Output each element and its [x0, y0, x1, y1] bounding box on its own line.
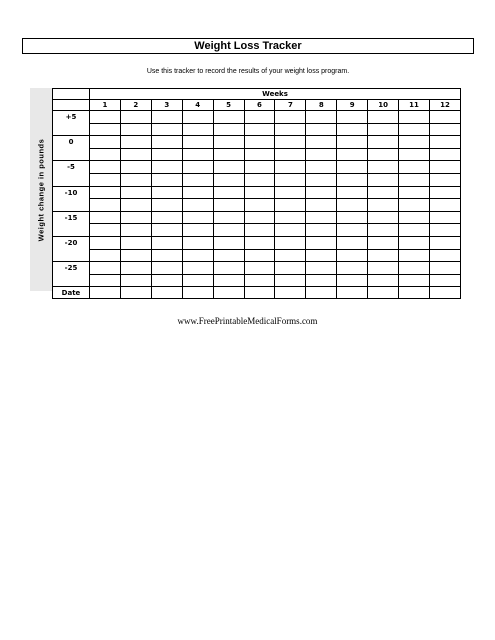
entry-cell[interactable] — [244, 224, 275, 237]
entry-cell[interactable] — [90, 236, 121, 249]
entry-cell[interactable] — [244, 123, 275, 136]
entry-cell[interactable] — [368, 224, 399, 237]
entry-cell[interactable] — [275, 186, 306, 199]
table-row — [53, 262, 461, 275]
entry-cell[interactable] — [275, 161, 306, 174]
table-row — [53, 249, 461, 262]
entry-cell[interactable] — [275, 173, 306, 186]
entry-cell[interactable] — [337, 224, 368, 237]
row-label: -15 — [53, 211, 90, 224]
entry-cell[interactable] — [244, 111, 275, 124]
entry-cell[interactable] — [337, 111, 368, 124]
entry-cell[interactable] — [337, 148, 368, 161]
entry-cell[interactable] — [429, 186, 460, 199]
entry-cell[interactable] — [213, 161, 244, 174]
entry-cell[interactable] — [151, 186, 182, 199]
row-label: 0 — [53, 136, 90, 149]
entry-cell[interactable] — [429, 274, 460, 287]
entry-cell[interactable] — [90, 136, 121, 149]
entry-cell[interactable] — [120, 211, 151, 224]
entry-cell[interactable] — [337, 199, 368, 212]
entry-cell[interactable] — [429, 136, 460, 149]
week-numbers-row — [53, 100, 461, 111]
entry-cell[interactable] — [275, 274, 306, 287]
entry-cell[interactable] — [151, 262, 182, 275]
entry-cell[interactable] — [244, 249, 275, 262]
entry-cell[interactable] — [429, 161, 460, 174]
entry-cell[interactable] — [90, 161, 121, 174]
entry-cell[interactable] — [306, 161, 337, 174]
entry-cell[interactable] — [244, 211, 275, 224]
row-label-spacer — [53, 199, 90, 212]
entry-cell[interactable] — [275, 211, 306, 224]
entry-cell[interactable] — [244, 199, 275, 212]
entry-cell[interactable] — [213, 123, 244, 136]
table-row — [53, 224, 461, 237]
entry-cell[interactable] — [151, 274, 182, 287]
row-label: -25 — [53, 262, 90, 275]
entry-cell[interactable] — [368, 161, 399, 174]
week-number: 4 — [182, 100, 213, 111]
entry-cell[interactable] — [399, 274, 430, 287]
weeks-header: Weeks — [90, 89, 461, 100]
date-cell[interactable] — [90, 287, 121, 299]
entry-cell[interactable] — [151, 136, 182, 149]
row-label-spacer — [53, 148, 90, 161]
entry-cell[interactable] — [368, 186, 399, 199]
entry-cell[interactable] — [244, 161, 275, 174]
entry-cell[interactable] — [337, 173, 368, 186]
entry-cell[interactable] — [90, 274, 121, 287]
week-number: 6 — [244, 100, 275, 111]
entry-cell[interactable] — [429, 199, 460, 212]
entry-cell[interactable] — [399, 148, 430, 161]
row-label-spacer — [53, 123, 90, 136]
entry-cell[interactable] — [90, 249, 121, 262]
date-cell[interactable] — [429, 287, 460, 299]
entry-cell[interactable] — [151, 148, 182, 161]
entry-cell[interactable] — [213, 249, 244, 262]
table-row — [53, 274, 461, 287]
entry-cell[interactable] — [306, 224, 337, 237]
entry-cell[interactable] — [306, 211, 337, 224]
entry-cell[interactable] — [368, 236, 399, 249]
date-cell[interactable] — [151, 287, 182, 299]
row-label: -5 — [53, 161, 90, 174]
entry-cell[interactable] — [120, 173, 151, 186]
date-cell[interactable] — [337, 287, 368, 299]
entry-cell[interactable] — [399, 173, 430, 186]
entry-cell[interactable] — [306, 186, 337, 199]
form-title: Weight Loss Tracker — [22, 38, 474, 54]
entry-cell[interactable] — [90, 148, 121, 161]
entry-cell[interactable] — [120, 262, 151, 275]
entry-cell[interactable] — [90, 111, 121, 124]
entry-cell[interactable] — [275, 236, 306, 249]
entry-cell[interactable] — [182, 161, 213, 174]
entry-cell[interactable] — [306, 136, 337, 149]
entry-cell[interactable] — [213, 224, 244, 237]
entry-cell[interactable] — [399, 199, 430, 212]
date-cell[interactable] — [306, 287, 337, 299]
entry-cell[interactable] — [429, 173, 460, 186]
entry-cell[interactable] — [90, 211, 121, 224]
entry-cell[interactable] — [429, 111, 460, 124]
entry-cell[interactable] — [275, 123, 306, 136]
entry-cell[interactable] — [213, 173, 244, 186]
date-row — [53, 287, 461, 299]
entry-cell[interactable] — [244, 236, 275, 249]
y-axis-label-panel — [30, 88, 52, 291]
entry-cell[interactable] — [182, 136, 213, 149]
entry-cell[interactable] — [213, 262, 244, 275]
entry-cell[interactable] — [182, 148, 213, 161]
date-cell[interactable] — [213, 287, 244, 299]
entry-cell[interactable] — [120, 224, 151, 237]
week-number: 12 — [429, 100, 460, 111]
entry-cell[interactable] — [90, 262, 121, 275]
entry-cell[interactable] — [306, 111, 337, 124]
entry-cell[interactable] — [337, 211, 368, 224]
entry-cell[interactable] — [306, 262, 337, 275]
entry-cell[interactable] — [182, 211, 213, 224]
entry-cell[interactable] — [306, 199, 337, 212]
entry-cell[interactable] — [120, 236, 151, 249]
entry-cell[interactable] — [399, 136, 430, 149]
entry-cell[interactable] — [429, 249, 460, 262]
date-cell[interactable] — [275, 287, 306, 299]
date-cell[interactable] — [244, 287, 275, 299]
entry-cell[interactable] — [399, 224, 430, 237]
week-number: 11 — [399, 100, 430, 111]
entry-cell[interactable] — [120, 161, 151, 174]
entry-cell[interactable] — [151, 224, 182, 237]
table-row — [53, 236, 461, 249]
table-row — [53, 148, 461, 161]
entry-cell[interactable] — [90, 224, 121, 237]
form-instructions: Use this tracker to record the results of your weight loss program. — [146, 68, 350, 75]
week-number: 7 — [275, 100, 306, 111]
entry-cell[interactable] — [399, 211, 430, 224]
entry-cell[interactable] — [244, 136, 275, 149]
entry-cell[interactable] — [368, 211, 399, 224]
entry-cell[interactable] — [213, 148, 244, 161]
week-number: 5 — [213, 100, 244, 111]
week-number: 2 — [120, 100, 151, 111]
entry-cell[interactable] — [275, 199, 306, 212]
entry-cell[interactable] — [306, 123, 337, 136]
entry-cell[interactable] — [306, 148, 337, 161]
week-number: 1 — [90, 100, 121, 111]
entry-cell[interactable] — [120, 123, 151, 136]
entry-cell[interactable] — [368, 148, 399, 161]
entry-cell[interactable] — [368, 262, 399, 275]
row-label: +5 — [53, 111, 90, 124]
entry-cell[interactable] — [306, 173, 337, 186]
entry-cell[interactable] — [306, 249, 337, 262]
row-label-spacer — [53, 173, 90, 186]
entry-cell[interactable] — [182, 262, 213, 275]
table-row — [53, 161, 461, 174]
table-row — [53, 211, 461, 224]
entry-cell[interactable] — [399, 111, 430, 124]
date-cell[interactable] — [399, 287, 430, 299]
table-row — [53, 123, 461, 136]
row-label-spacer — [53, 224, 90, 237]
entry-cell[interactable] — [368, 173, 399, 186]
entry-cell[interactable] — [368, 249, 399, 262]
table-row — [53, 173, 461, 186]
entry-cell[interactable] — [120, 136, 151, 149]
entry-cell[interactable] — [399, 186, 430, 199]
entry-cell[interactable] — [213, 111, 244, 124]
entry-cell[interactable] — [90, 123, 121, 136]
entry-cell[interactable] — [429, 148, 460, 161]
entry-cell[interactable] — [213, 199, 244, 212]
entry-cell[interactable] — [90, 186, 121, 199]
entry-cell[interactable] — [244, 148, 275, 161]
entry-cell[interactable] — [399, 123, 430, 136]
entry-cell[interactable] — [368, 199, 399, 212]
entry-cell[interactable] — [90, 199, 121, 212]
entry-cell[interactable] — [399, 249, 430, 262]
entry-cell[interactable] — [151, 123, 182, 136]
entry-cell[interactable] — [275, 148, 306, 161]
entry-cell[interactable] — [151, 199, 182, 212]
entry-cell[interactable] — [151, 161, 182, 174]
y-axis-label: Weight change in pounds — [36, 138, 46, 241]
entry-cell[interactable] — [213, 136, 244, 149]
week-number: 10 — [368, 100, 399, 111]
entry-cell[interactable] — [368, 123, 399, 136]
entry-cell[interactable] — [337, 161, 368, 174]
entry-cell[interactable] — [429, 262, 460, 275]
row-label-spacer — [53, 274, 90, 287]
entry-cell[interactable] — [213, 236, 244, 249]
entry-cell[interactable] — [275, 224, 306, 237]
entry-cell[interactable] — [182, 249, 213, 262]
entry-cell[interactable] — [337, 249, 368, 262]
entry-cell[interactable] — [120, 186, 151, 199]
entry-cell[interactable] — [182, 236, 213, 249]
date-cell[interactable] — [182, 287, 213, 299]
entry-cell[interactable] — [213, 274, 244, 287]
entry-cell[interactable] — [120, 199, 151, 212]
entry-cell[interactable] — [275, 136, 306, 149]
entry-cell[interactable] — [337, 236, 368, 249]
date-cell[interactable] — [368, 287, 399, 299]
entry-cell[interactable] — [244, 173, 275, 186]
entry-cell[interactable] — [151, 111, 182, 124]
entry-cell[interactable] — [275, 249, 306, 262]
entry-cell[interactable] — [151, 211, 182, 224]
entry-cell[interactable] — [120, 111, 151, 124]
entry-cell[interactable] — [182, 274, 213, 287]
footer-url: www.FreePrintableMedicalForms.com — [177, 316, 318, 326]
entry-cell[interactable] — [151, 249, 182, 262]
entry-cell[interactable] — [182, 199, 213, 212]
entry-cell[interactable] — [429, 211, 460, 224]
entry-cell[interactable] — [244, 274, 275, 287]
date-cell[interactable] — [120, 287, 151, 299]
entry-cell[interactable] — [213, 211, 244, 224]
entry-cell[interactable] — [182, 173, 213, 186]
row-label: -10 — [53, 186, 90, 199]
entry-cell[interactable] — [244, 262, 275, 275]
entry-cell[interactable] — [337, 274, 368, 287]
entry-cell[interactable] — [368, 136, 399, 149]
entry-cell[interactable] — [120, 249, 151, 262]
week-number: 3 — [151, 100, 182, 111]
tracker-grid — [52, 88, 461, 299]
entry-cell[interactable] — [306, 236, 337, 249]
entry-cell[interactable] — [429, 123, 460, 136]
entry-cell[interactable] — [368, 274, 399, 287]
table-row — [53, 111, 461, 124]
entry-cell[interactable] — [399, 236, 430, 249]
week-number: 8 — [306, 100, 337, 111]
entry-cell[interactable] — [213, 186, 244, 199]
entry-cell[interactable] — [275, 262, 306, 275]
entry-cell[interactable] — [182, 186, 213, 199]
table-row — [53, 136, 461, 149]
entry-cell[interactable] — [182, 111, 213, 124]
entry-cell[interactable] — [120, 274, 151, 287]
table-row — [53, 199, 461, 212]
entry-cell[interactable] — [337, 123, 368, 136]
week-number: 9 — [337, 100, 368, 111]
table-row — [53, 186, 461, 199]
row-label: -20 — [53, 236, 90, 249]
entry-cell[interactable] — [151, 173, 182, 186]
entry-cell[interactable] — [306, 274, 337, 287]
entry-cell[interactable] — [368, 111, 399, 124]
entry-cell[interactable] — [182, 123, 213, 136]
corner-cell — [53, 100, 90, 111]
weeks-header-row — [53, 89, 461, 100]
entry-cell[interactable] — [399, 262, 430, 275]
entry-cell[interactable] — [337, 262, 368, 275]
entry-cell[interactable] — [399, 161, 430, 174]
entry-cell[interactable] — [182, 224, 213, 237]
entry-cell[interactable] — [429, 224, 460, 237]
row-label-spacer — [53, 249, 90, 262]
entry-cell[interactable] — [337, 186, 368, 199]
entry-cell[interactable] — [429, 236, 460, 249]
entry-cell[interactable] — [120, 148, 151, 161]
corner-cell — [53, 89, 90, 100]
entry-cell[interactable] — [151, 236, 182, 249]
date-label: Date — [53, 287, 90, 299]
entry-cell[interactable] — [337, 136, 368, 149]
entry-cell[interactable] — [244, 186, 275, 199]
entry-cell[interactable] — [275, 111, 306, 124]
entry-cell[interactable] — [90, 173, 121, 186]
